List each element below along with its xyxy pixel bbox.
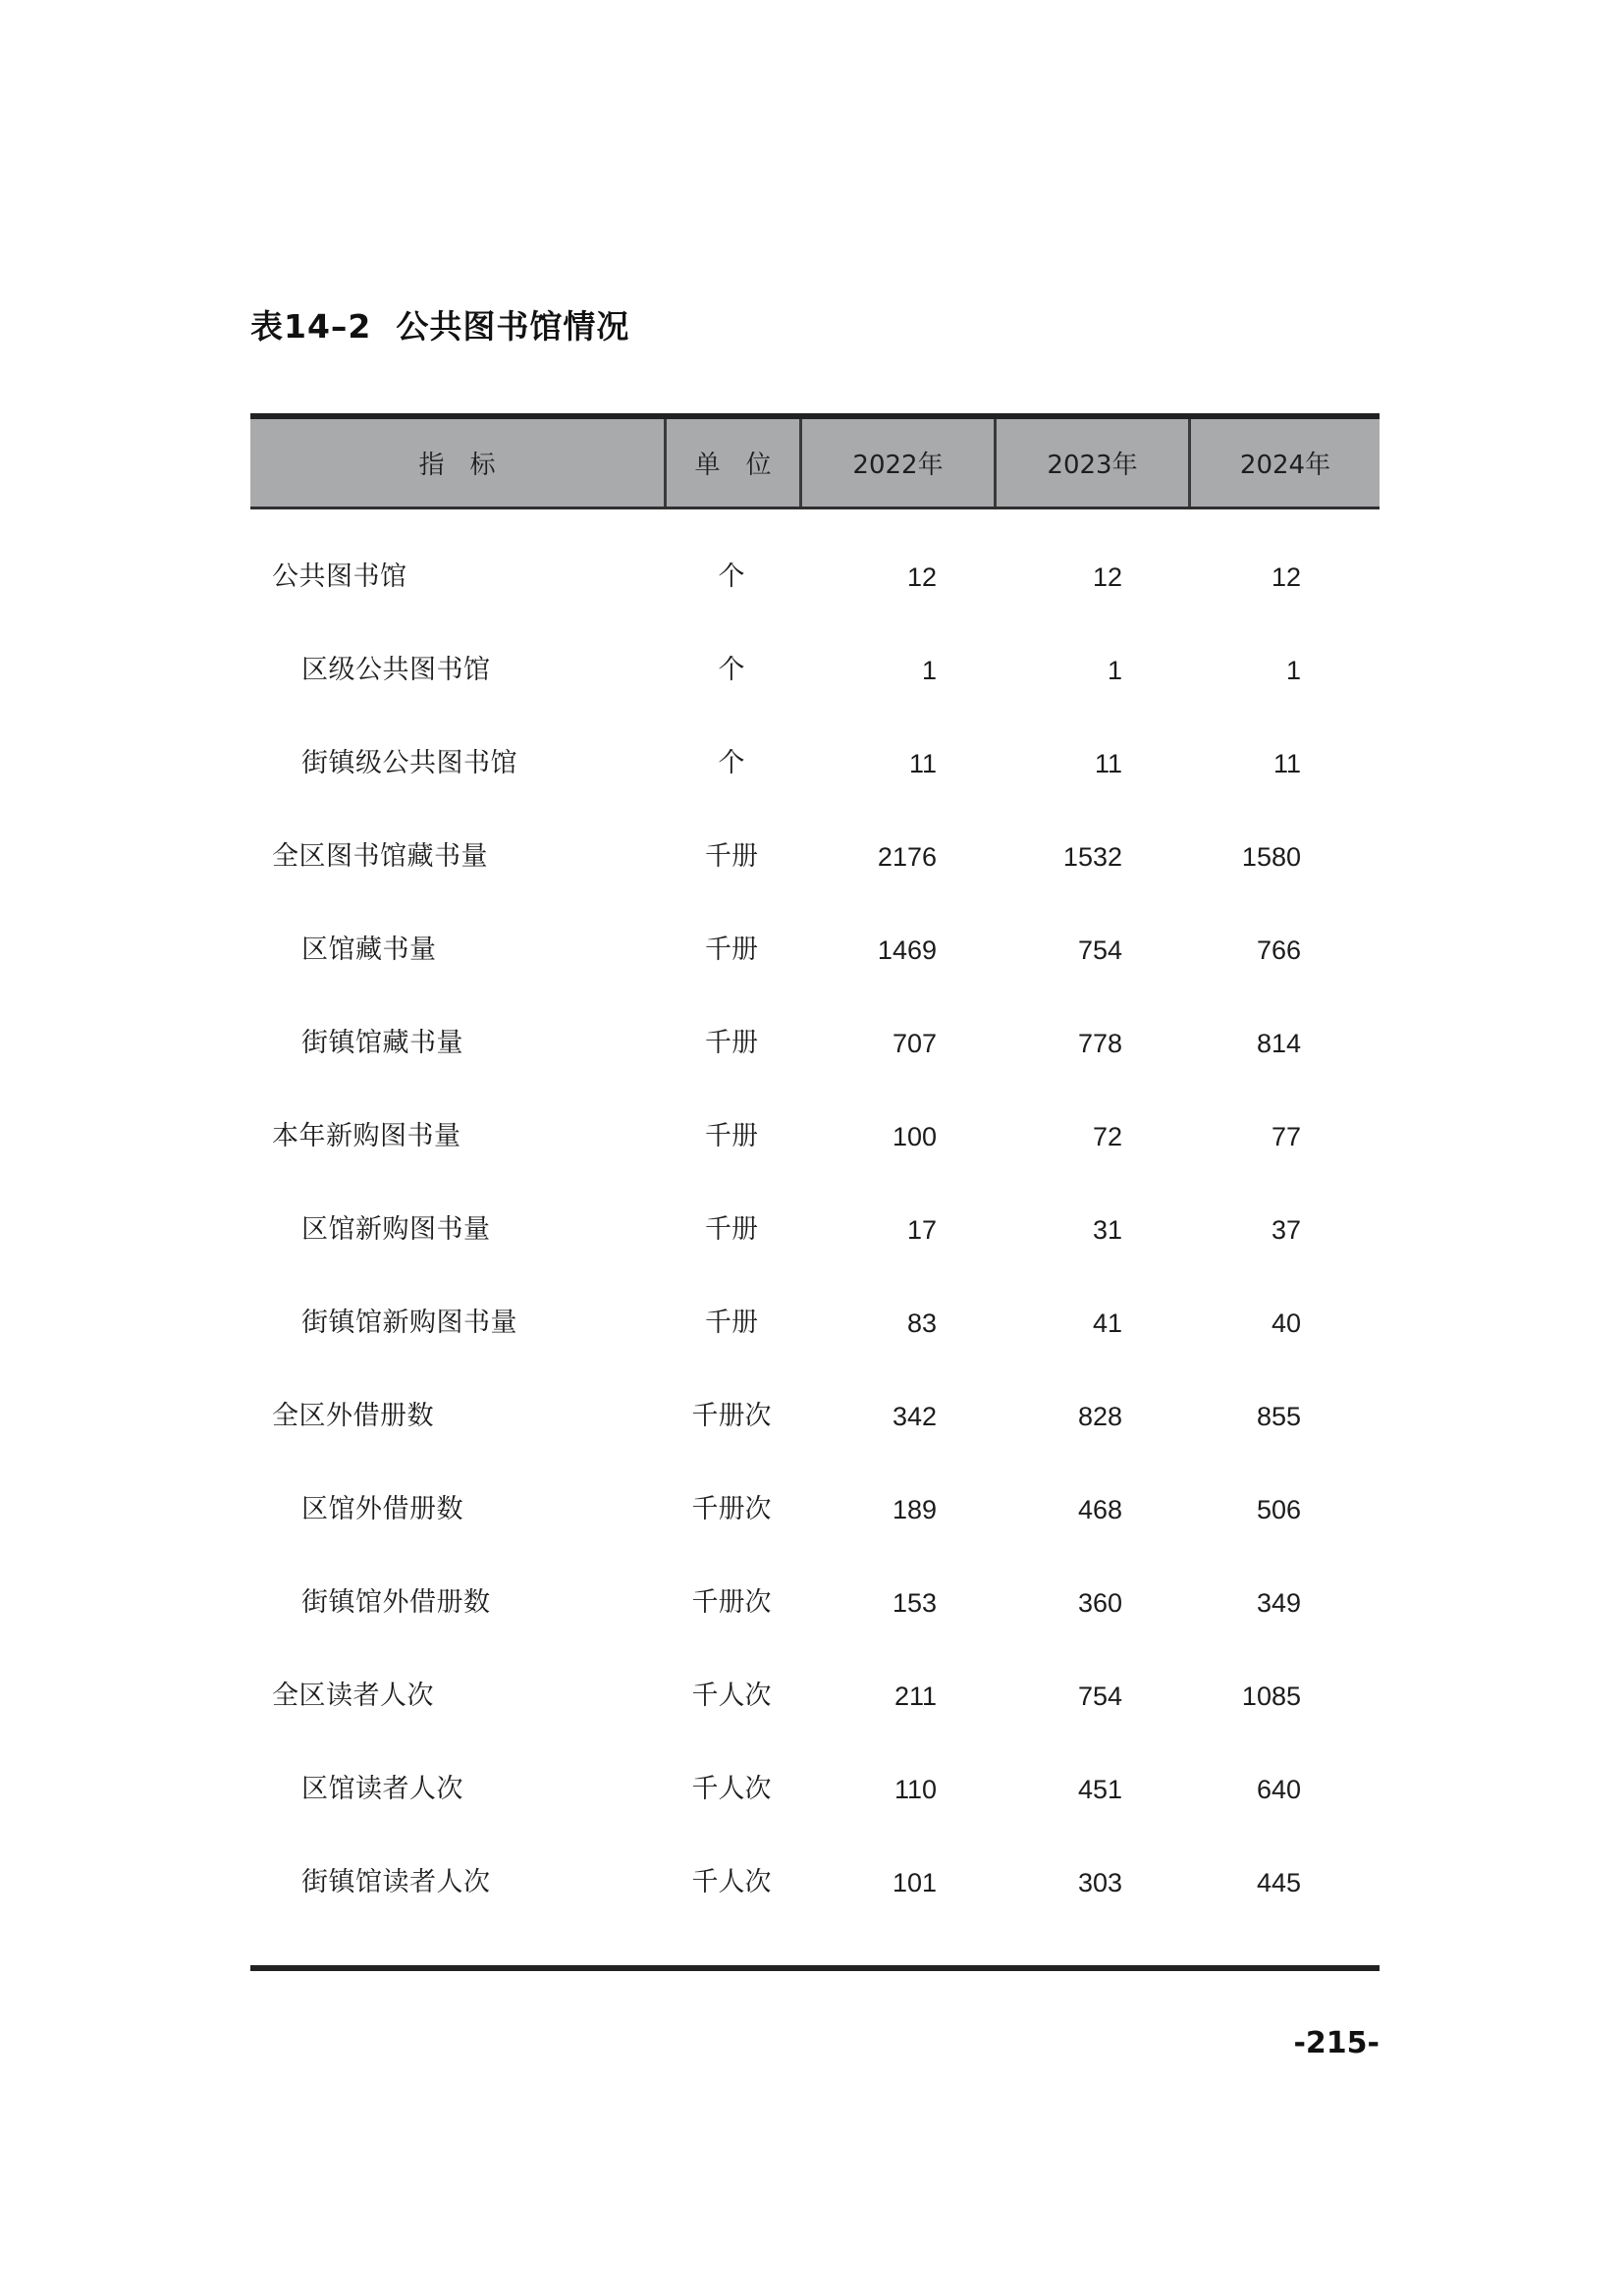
- row-value-2023: 468: [1077, 1494, 1122, 1524]
- table-row: [250, 1463, 1380, 1556]
- row-indicator-label: 全区外借册数: [272, 1400, 434, 1431]
- row-unit: 个: [718, 561, 745, 592]
- row-indicator-label: 街镇级公共图书馆: [301, 747, 517, 778]
- row-unit: 个: [718, 747, 745, 778]
- row-unit: 千册: [705, 1307, 758, 1338]
- table-row: [250, 1276, 1380, 1369]
- row-unit: 千册次: [691, 1400, 772, 1431]
- row-value-2023: 754: [1077, 934, 1122, 965]
- table-row: [250, 1090, 1380, 1183]
- row-value-2022: 110: [893, 1774, 937, 1804]
- row-unit: 千册: [705, 840, 758, 872]
- row-unit: 千人次: [691, 1680, 772, 1711]
- header-unit: 单 位: [664, 419, 799, 507]
- row-value-2022: 83: [906, 1308, 937, 1338]
- row-indicator-label: 街镇馆外借册数: [301, 1586, 491, 1618]
- row-value-2022: 12: [906, 561, 937, 592]
- row-value-2024: 349: [1256, 1587, 1301, 1618]
- row-value-2022: 1: [921, 655, 937, 685]
- row-value-2024: 814: [1256, 1028, 1301, 1058]
- row-value-2024: 445: [1256, 1867, 1301, 1897]
- table-header: [250, 419, 1380, 509]
- row-value-2023: 12: [1092, 561, 1122, 592]
- header-year-2023: 2023年: [994, 419, 1188, 507]
- table-row: [250, 717, 1380, 810]
- row-value-2024: 37: [1271, 1214, 1301, 1245]
- row-value-2023: 31: [1092, 1214, 1122, 1245]
- row-value-2024: 77: [1271, 1121, 1301, 1151]
- row-indicator-label: 区馆新购图书量: [301, 1213, 491, 1245]
- row-value-2023: 828: [1077, 1401, 1122, 1431]
- row-value-2024: 640: [1256, 1774, 1301, 1804]
- row-value-2022: 100: [892, 1121, 937, 1151]
- row-value-2022: 211: [893, 1681, 937, 1711]
- table-body: [250, 530, 1380, 1929]
- row-value-2022: 153: [892, 1587, 937, 1618]
- row-unit: 千册次: [691, 1493, 772, 1524]
- row-unit: 千册: [705, 1213, 758, 1245]
- row-value-2024: 1580: [1241, 841, 1301, 872]
- row-value-2023: 72: [1092, 1121, 1122, 1151]
- row-value-2024: 1: [1285, 655, 1301, 685]
- row-indicator-label: 街镇馆藏书量: [301, 1027, 463, 1058]
- row-indicator-label: 公共图书馆: [272, 561, 407, 592]
- row-value-2023: 754: [1077, 1681, 1122, 1711]
- table-row: [250, 1556, 1380, 1649]
- row-value-2022: 11: [908, 748, 937, 778]
- row-value-2024: 40: [1271, 1308, 1301, 1338]
- row-unit: 千人次: [691, 1866, 772, 1897]
- row-value-2024: 506: [1256, 1494, 1301, 1524]
- row-indicator-label: 全区图书馆藏书量: [272, 840, 488, 872]
- row-indicator-label: 街镇馆读者人次: [301, 1866, 491, 1897]
- row-unit: 千册: [705, 1120, 758, 1151]
- row-value-2022: 707: [892, 1028, 937, 1058]
- row-indicator-label: 区馆读者人次: [301, 1773, 463, 1804]
- row-value-2024: 766: [1256, 934, 1301, 965]
- table-row: [250, 1183, 1380, 1276]
- row-value-2023: 11: [1094, 748, 1122, 778]
- header-indicator: 指 标: [418, 451, 496, 480]
- row-indicator-label: 区级公共图书馆: [301, 654, 491, 685]
- table-row: [250, 810, 1380, 903]
- row-indicator-label: 全区读者人次: [272, 1680, 434, 1711]
- table-title: 表14–2 公共图书馆情况: [250, 307, 630, 346]
- row-value-2023: 778: [1077, 1028, 1122, 1058]
- header-year-2024: 2024年: [1188, 419, 1380, 507]
- table-row: [250, 1742, 1380, 1836]
- row-value-2024: 855: [1256, 1401, 1301, 1431]
- table-row: [250, 1369, 1380, 1463]
- row-indicator-label: 街镇馆新购图书量: [301, 1307, 517, 1338]
- table-row: [250, 530, 1380, 623]
- row-value-2022: 2176: [877, 841, 937, 872]
- row-value-2023: 41: [1092, 1308, 1122, 1338]
- bottom-rule: [250, 1965, 1380, 1971]
- row-value-2022: 189: [892, 1494, 937, 1524]
- row-value-2023: 1: [1107, 655, 1122, 685]
- row-unit: 千册次: [691, 1586, 772, 1618]
- row-value-2022: 17: [906, 1214, 937, 1245]
- row-unit: 千册: [705, 1027, 758, 1058]
- row-value-2024: 11: [1272, 748, 1301, 778]
- page-number: -215-: [1293, 2026, 1380, 2060]
- table-row: [250, 903, 1380, 996]
- table-row: [250, 996, 1380, 1090]
- row-value-2023: 451: [1077, 1774, 1122, 1804]
- row-unit: 千人次: [691, 1773, 772, 1804]
- row-value-2024: 1085: [1241, 1681, 1301, 1711]
- table-row: [250, 1649, 1380, 1742]
- table-row: [250, 1836, 1380, 1929]
- row-value-2023: 303: [1077, 1867, 1122, 1897]
- row-unit: 千册: [705, 934, 758, 965]
- header-year-2022: 2022年: [799, 419, 994, 507]
- row-value-2022: 1469: [877, 934, 937, 965]
- row-indicator-label: 区馆外借册数: [301, 1493, 463, 1524]
- row-value-2022: 342: [892, 1401, 937, 1431]
- row-indicator-label: 区馆藏书量: [301, 934, 437, 965]
- row-value-2023: 1532: [1062, 841, 1122, 872]
- row-value-2023: 360: [1077, 1587, 1122, 1618]
- row-unit: 个: [718, 654, 745, 685]
- row-value-2022: 101: [892, 1867, 937, 1897]
- row-value-2024: 12: [1271, 561, 1301, 592]
- row-indicator-label: 本年新购图书量: [272, 1120, 461, 1151]
- table-row: [250, 623, 1380, 717]
